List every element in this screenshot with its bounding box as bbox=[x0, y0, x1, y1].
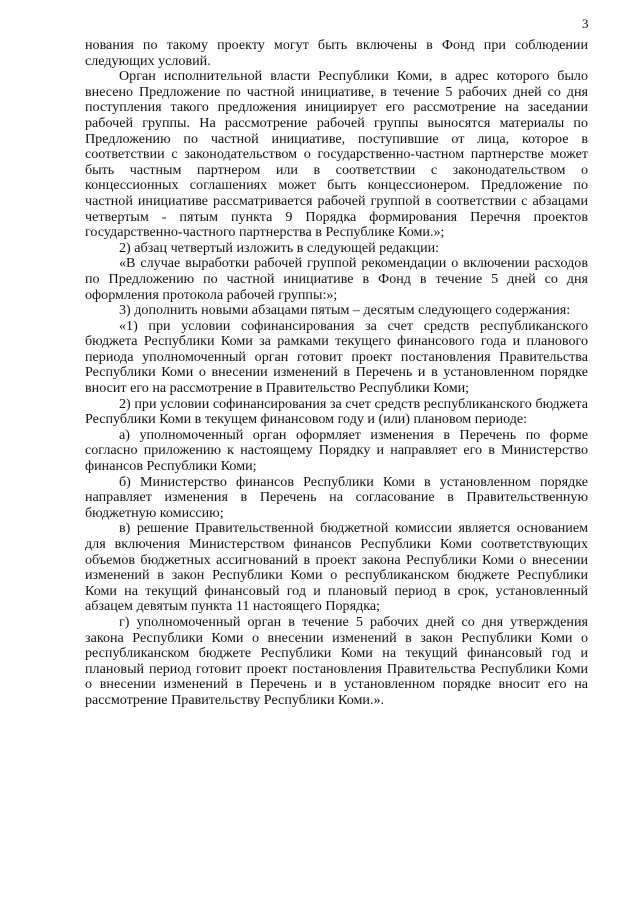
paragraph: 2) при условии софинансирования за счет средств республиканского бюджета Республики Коми в текущем финансовом году и (или) плановом периоде: bbox=[85, 395, 588, 428]
paragraph: Орган исполнительной власти Республики Коми, в адрес которого было внесено Предложение по частной инициативе, в течение 5 рабочих дней со дня поступления такого предложения инициирует его рассмотрение на заседании рабочей группы. На рассмотрение рабочей группы выносятся материалы по Предложению по частной инициативе, поступившие от лица, которое в соответствии с законодательством о государственно-частном партнерстве может быть частным партнером или в соответствии с законодательством о концессионных соглашениях может быть концессионером. Предложение по частной инициативе рассматривается рабочей группой в соответствии с абзацами четвертым - пятым пункта 9 Порядка формирования Перечня проектов государственно-частного партнерства в Республике Коми.»; bbox=[85, 68, 588, 241]
paragraph: «1) при условии софинансирования за счет средств республиканского бюджета Республики Коми за рамками текущего финансового года и планового периода уполномоченный орган готовит проект постановления Правительства Республики Коми о внесении изменений в Перечень и в установленном порядке вносит его на рассмотрение в Правительство Республики Коми; bbox=[85, 317, 588, 397]
paragraph: г) уполномоченный орган в течение 5 рабочих дней со дня утверждения закона Республики Коми о внесении изменений в закон Республики Коми о республиканском бюджете Республики Коми на текущий финансовый год и плановый период готовит проект постановления Правительства Республики Коми о внесении изменений в Перечень и в установленном порядке вносит его на рассмотрение Правительству Республики Коми.». bbox=[85, 613, 588, 708]
paragraph: а) уполномоченный орган оформляет изменения в Перечень по форме согласно приложению к настоящему Порядку и направляет его в Министерство финансов Республики Коми; bbox=[85, 426, 588, 475]
paragraph: 2) абзац четвертый изложить в следующей редакции: bbox=[119, 239, 440, 256]
paragraph: «В случае выработки рабочей группой рекомендации о включении расходов по Предложению по частной инициативе в Фонд в течение 5 дней со дня оформления протокола рабочей группы:»; bbox=[85, 255, 588, 303]
document-body bbox=[85, 38, 588, 709]
paragraph: в) решение Правительственной бюджетной комиссии является основанием для включения Министерством финансов Республики Коми соответствующих объемов бюджетных ассигнований в проект закона Республики Коми о внесении изменений в закон Республики Коми о республиканском бюджете Республики Коми на текущий финансовый год и плановый период в срок, установленный абзацем девятым пункта 11 настоящего Порядка; bbox=[85, 520, 588, 615]
paragraph: б) Министерство финансов Республики Коми в установленном порядке направляет изменения в Перечень на согласование в Правительственную бюджетную комиссию; bbox=[85, 473, 588, 521]
paragraph: 3) дополнить новыми абзацами пятым – десятым следующего содержания: bbox=[119, 302, 571, 319]
paragraph: нования по такому проекту могут быть включены в Фонд при соблюдении следующих условий. bbox=[85, 37, 588, 69]
page-number: 3 bbox=[582, 16, 589, 31]
